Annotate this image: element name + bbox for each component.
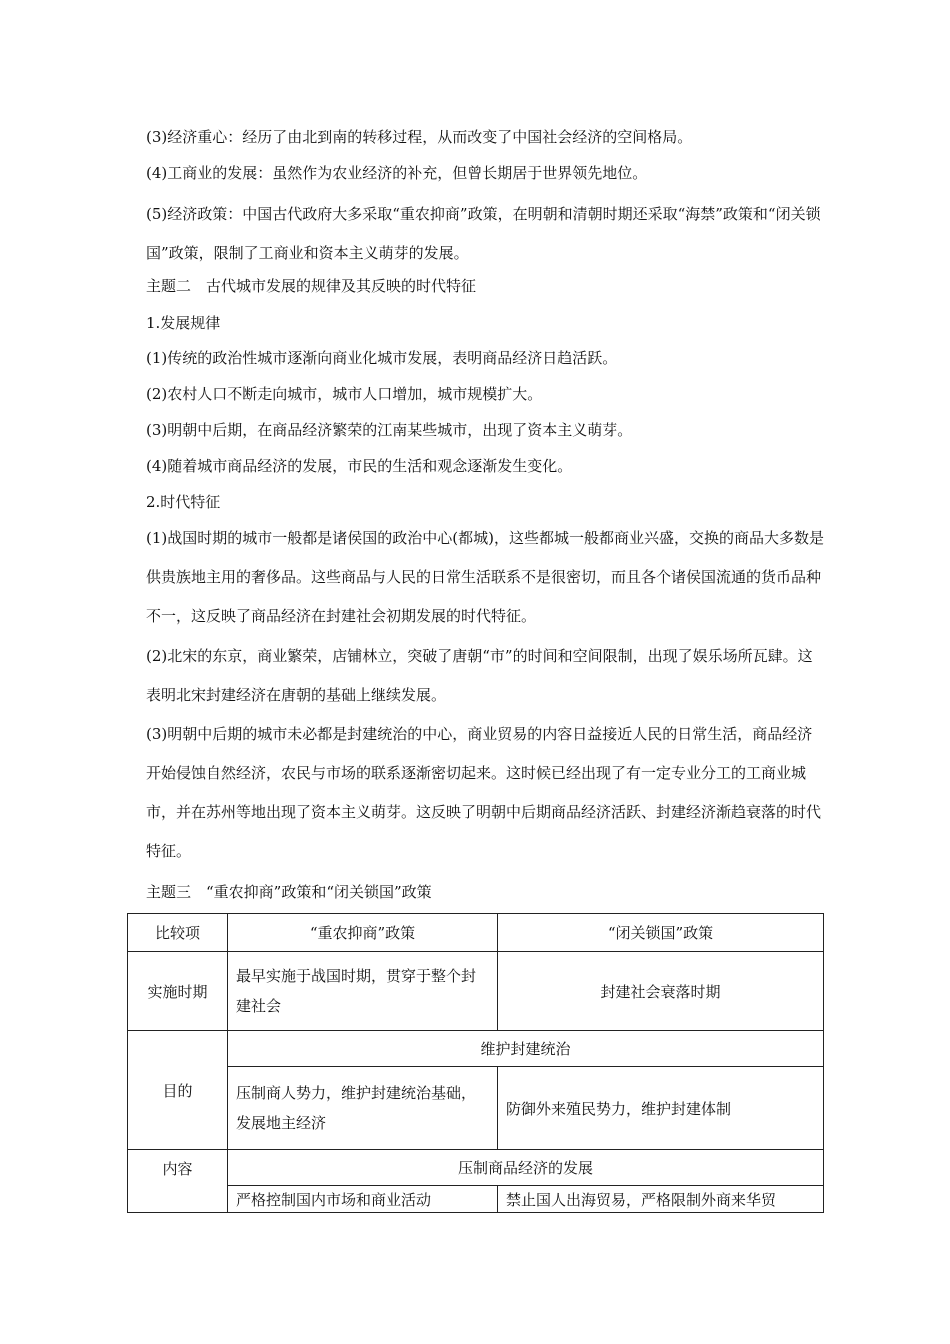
period-policy-one-cell: 最早实施于战国时期，贯穿于整个封建社会 (228, 952, 498, 1031)
paragraph-industry-commerce: (4)工商业的发展：虽然作为农业经济的补充，但曾长期居于世界领先地位。 (146, 164, 648, 182)
purpose-policy-one-cell: 压制商人势力，维护封建统治基础，发展地主经济 (228, 1067, 498, 1150)
content-shared-cell: 压制商品经济的发展 (228, 1150, 824, 1186)
table-row (128, 1186, 824, 1213)
period-label-cell: 实施时期 (128, 952, 228, 1031)
content-policy-one-cell: 严格控制国内市场和商业活动 (228, 1186, 498, 1213)
header-policy-one-cell: “重农抑商”政策 (228, 914, 498, 952)
content-policy-two-cell: 禁止国人出海贸易，严格限制外商来华贸 (498, 1186, 824, 1213)
rule-item-2: (2)农村人口不断走向城市，城市人口增加，城市规模扩大。 (146, 385, 543, 403)
feature-item-1: (1)战国时期的城市一般都是诸侯国的政治中心(都城)，这些都城一般都商业兴盛，交换的商品大多数是供贵族地主用的奢侈品。这些商品与人民的日常生活联系不是很密切，而且各个诸侯国流通的货币品种不一，这反映了商品经济在封建社会初期发展的时代特征。 (146, 529, 824, 625)
era-features-heading: 2.时代特征 (146, 493, 221, 511)
table-row (128, 914, 824, 952)
paragraph-economic-policy: (5)经济政策：中国古代政府大多采取“重农抑商”政策，在明朝和清朝时期还采取“海禁”政策和“闭关锁国”政策，限制了工商业和资本主义萌芽的发展。 (146, 205, 821, 262)
topic-three-title: 主题三 “重农抑商”政策和“闭关锁国”政策 (146, 883, 432, 901)
rule-item-3: (3)明朝中后期，在商品经济繁荣的江南某些城市，出现了资本主义萌芽。 (146, 421, 633, 439)
header-item-cell: 比较项 (128, 914, 228, 952)
feature-item-2: (2)北宋的东京，商业繁荣，店铺林立，突破了唐朝“市”的时间和空间限制，出现了娱乐场所瓦肆。这表明北宋封建经济在唐朝的基础上继续发展。 (146, 647, 813, 704)
rule-item-1: (1)传统的政治性城市逐渐向商业化城市发展，表明商品经济日趋活跃。 (146, 349, 618, 367)
feature-item-3: (3)明朝中后期的城市未必都是封建统治的中心，商业贸易的内容日益接近人民的日常生活，商品经济开始侵蚀自然经济，农民与市场的联系逐渐密切起来。这时候已经出现了有一定专业分工的工商业城市，并在苏州等地出现了资本主义萌芽。这反映了明朝中后期商品经济活跃、封建经济渐趋衰落的时代特征。 (146, 725, 822, 860)
period-policy-two-cell: 封建社会衰落时期 (498, 952, 824, 1031)
topic-two-title: 主题二 古代城市发展的规律及其反映的时代特征 (146, 277, 477, 295)
table-row (128, 1150, 824, 1186)
content-label-cell: 内容 (128, 1150, 228, 1213)
table-row (128, 952, 824, 1031)
paragraph-economic-center: (3)经济重心：经历了由北到南的转移过程，从而改变了中国社会经济的空间格局。 (146, 128, 693, 146)
purpose-label-cell: 目的 (128, 1031, 228, 1150)
header-policy-two-cell: “闭关锁国”政策 (498, 914, 824, 952)
table-row (128, 1067, 824, 1150)
rule-item-4: (4)随着城市商品经济的发展，市民的生活和观念逐渐发生变化。 (146, 457, 573, 475)
development-rules-heading: 1.发展规律 (146, 314, 221, 332)
purpose-policy-two-cell: 防御外来殖民势力，维护封建体制 (498, 1067, 824, 1150)
table-row (128, 1031, 824, 1067)
purpose-shared-cell: 维护封建统治 (228, 1031, 824, 1067)
policy-comparison-table (127, 913, 824, 1213)
